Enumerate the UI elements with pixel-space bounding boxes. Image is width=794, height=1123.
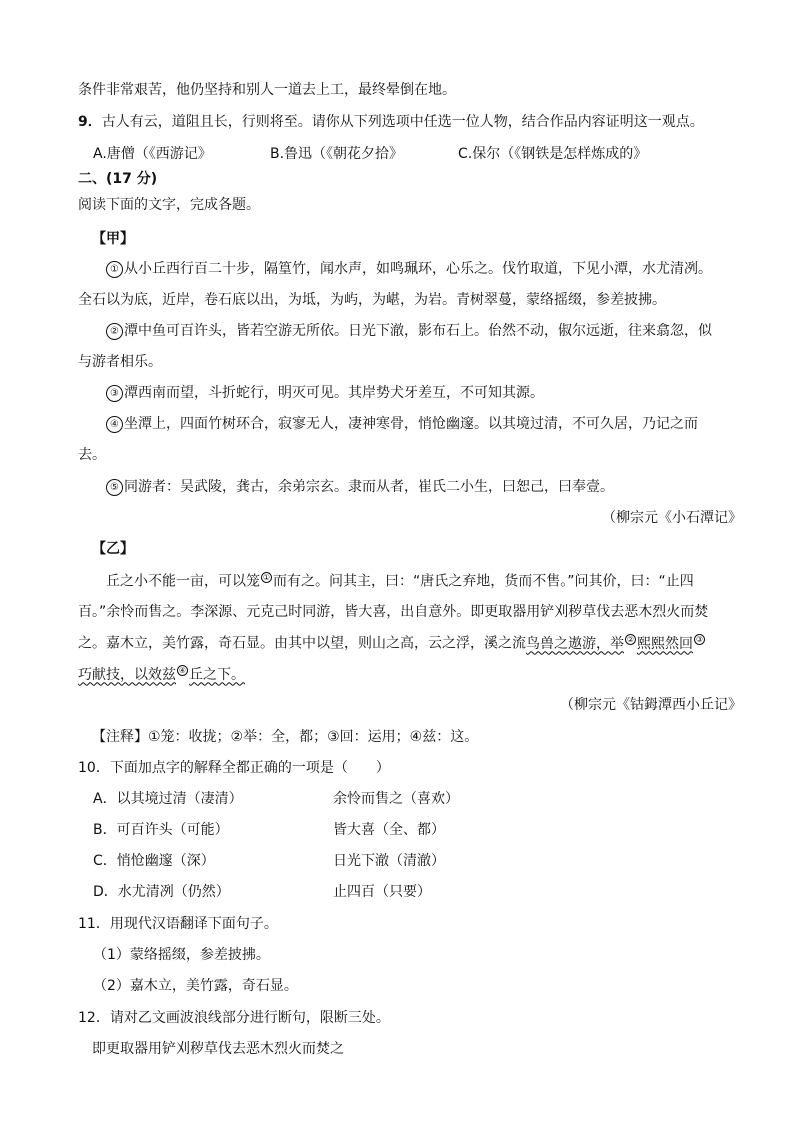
- text: 而有之。问其主，曰：“唐氏之弃地，货而不售。”问其价，曰：“止四: [273, 573, 694, 590]
- question-9: [78, 113, 704, 131]
- question-11: 11．用现代汉语翻译下面句子。: [78, 916, 278, 932]
- passage-yi-label: 【乙】: [92, 541, 134, 557]
- jia-paragraph-2-line-2: 与游者相乐。: [78, 354, 162, 370]
- q10-option-c-right: 日光下澈（清澈）: [333, 853, 445, 869]
- question-10: 10．下面加点字的解释全都正确的一项是（ ）: [78, 760, 390, 776]
- paragraph-text: 从小丘西行百二十步，隔篁竹，闻水声，如鸣珮环，心乐之。伐竹取道，下见小潭，水尤清冽。: [124, 261, 712, 277]
- text: 巧献技，以效兹: [78, 666, 176, 683]
- text: 丘之下。: [189, 666, 245, 683]
- text: 熙熙然回: [637, 635, 693, 652]
- text: 之。嘉木立，美竹露，奇石显。由其中以望，则山之高，云之浮，溪之流: [78, 635, 526, 652]
- jia-paragraph-4-line-2: 去。: [78, 447, 106, 463]
- yi-line-2: 百。”余怜而售之。李深源、元克己时同游，皆大喜，出自意外。即更取器用铲刈秽草伐去恶木烈火而焚: [78, 604, 709, 620]
- q10-option-a-left: A．以其境过清（凄清）: [93, 791, 243, 807]
- q10-option-b-left: B．可百许头（可能）: [93, 822, 229, 838]
- yi-line-1: [106, 572, 694, 591]
- paragraph-number: ④: [106, 416, 123, 433]
- q11-sentence-2: （2）嘉木立，美竹露，奇石显。: [93, 978, 298, 994]
- footnote-marker: ③: [695, 635, 704, 644]
- q11-sentence-1: （1）蒙络摇缀，参差披拂。: [93, 947, 270, 963]
- text: 鸟兽之遨游，举: [526, 635, 624, 652]
- paragraph-text: 潭西南而望，斗折蛇行，明灭可见。其岸势犬牙差互，不可知其源。: [124, 385, 544, 401]
- paragraph-number: ②: [106, 323, 123, 340]
- paragraph-text: 同游者：吴武陵，龚古，余弟宗玄。隶而从者，崔氏二小生，曰恕己，曰奉壹。: [124, 479, 614, 495]
- paragraph-number: ①: [106, 261, 123, 278]
- yi-source: （柳宗元《钴鉧潭西小丘记》: [560, 697, 742, 713]
- annotation-notes: 【注释】①笼：收拢；②举：全，都；③回：运用；④兹：这。: [92, 729, 479, 745]
- jia-paragraph-1-line-1: [106, 260, 712, 278]
- question-12: 12．请对乙文画波浪线部分进行断句，限断三处。: [78, 1010, 390, 1026]
- question-number: 9．: [78, 114, 102, 130]
- yi-line-4: [78, 665, 245, 684]
- paragraph-text: 坐潭上，四面竹树环合，寂寥无人，凄神寒骨，悄怆幽邃。以其境过清，不可久居，乃记之而: [124, 416, 698, 432]
- q9-option-c: C.保尔（《钢铁是怎样炼成的》: [458, 146, 648, 162]
- jia-source: （柳宗元《小石潭记》: [602, 510, 742, 526]
- footnote-marker: ②: [626, 635, 635, 644]
- wavy-underlined-text: [78, 667, 245, 683]
- jia-paragraph-5: [106, 478, 614, 496]
- footnote-marker: ④: [178, 666, 187, 675]
- section-2-title: 二、(17 分): [78, 171, 158, 187]
- footnote-marker: ①: [262, 573, 271, 582]
- q12-sentence: 即更取器用铲刈秽草伐去恶木烈火而焚之: [92, 1041, 344, 1057]
- question-text: 古人有云，道阻且长，行则将至。请你从下列选项中任选一位人物，结合作品内容证明这一观点。: [101, 114, 704, 130]
- section-2-instruction: 阅读下面的文字，完成各题。: [78, 197, 260, 213]
- paragraph-number: ③: [106, 385, 123, 402]
- q9-option-a: A.唐僧（《西游记》: [93, 146, 212, 162]
- q10-option-c-left: C．悄怆幽邃（深）: [93, 853, 215, 869]
- paragraph-number: ⑤: [106, 479, 123, 496]
- wavy-underlined-text: [526, 636, 706, 652]
- yi-line-3: [78, 634, 706, 653]
- paragraph-text: 潭中鱼可百许头，皆若空游无所依。日光下澈，影布石上。佁然不动，俶尔远逝，往来翕忽，似: [124, 323, 712, 339]
- q10-option-a-right: 余怜而售之（喜欢）: [333, 791, 459, 807]
- jia-paragraph-3: [106, 384, 544, 402]
- jia-paragraph-1-line-2: 全石以为底，近岸，卷石底以出，为坻，为屿，为嵁，为岩。青树翠蔓，蒙络摇缀，参差披拂。: [78, 292, 666, 308]
- text: 丘之小不能一亩，可以笼: [106, 573, 260, 590]
- passage-jia-label: 【甲】: [92, 231, 134, 247]
- jia-paragraph-4-line-1: [106, 415, 698, 433]
- q10-option-d-left: D．水尤清冽（仍然）: [93, 884, 230, 900]
- jia-paragraph-2-line-1: [106, 322, 712, 340]
- q10-option-d-right: 止四百（只要）: [333, 884, 431, 900]
- q10-option-b-right: 皆大喜（全、都）: [333, 822, 445, 838]
- continued-text: 条件非常艰苦，他仍坚持和别人一道去上工，最终晕倒在地。: [78, 82, 456, 98]
- q9-option-b: B.鲁迅（《朝花夕拾》: [270, 146, 404, 162]
